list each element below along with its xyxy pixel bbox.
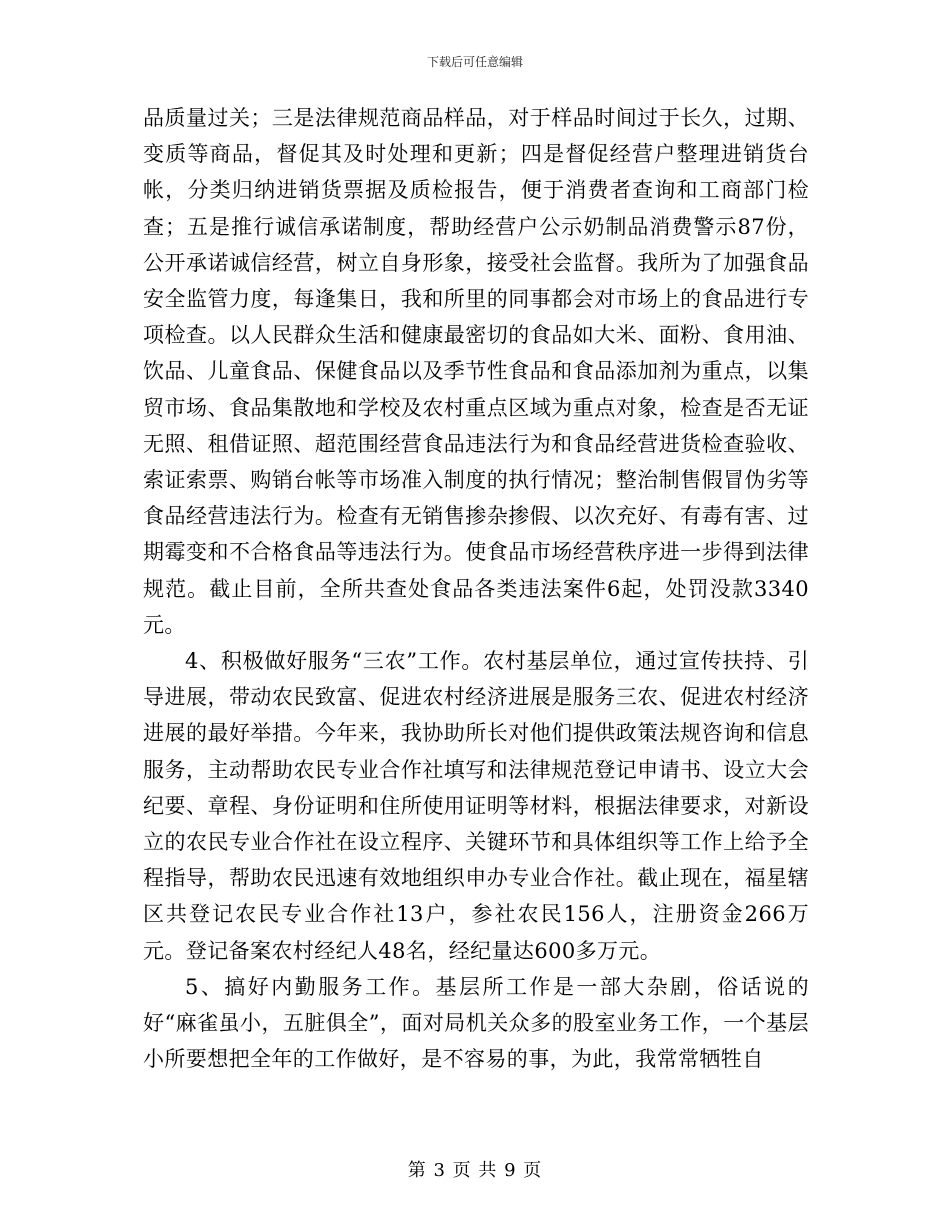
paragraph-food-safety: 品质量过关；三是法律规范商品样品，对于样品时间过于长久，过期、变质等商品，督促其及时处理和更新；四是督促经营户整理进销货台帐，分类归纳进销货票据及质检报告，便于消费者查询和工商部门检查；五是推行诚信承诺制度，帮助经营户公示奶制品消费警示87份，公开承诺诚信经营，树立自身形象，接受社会监督。我所为了加强食品安全监管力度，每逢集日，我和所里的同事都会对市场上的食品进行专项检查。以人民群众生活和健康最密切的食品如大米、面粉、食用油、饮品、儿童食品、保健食品以及季节性食品和食品添加剂为重点，以集贸市场、食品集散地和学校及农村重点区域为重点对象，检查是否无证无照、租借证照、超范围经营食品违法行为和食品经营进货检查验收、索证索票、购销台帐等市场准入制度的执行情况；整治制售假冒伪劣等食品经营违法行为。检查有无销售掺杂掺假、以次充好、有毒有害、过期霉变和不合格食品等违法行为。使食品市场经营秩序进一步得到法律规范。截止目前，全所共查处食品各类违法案件6起，处罚没款3340元。 <box>143 106 809 637</box>
paragraph-internal-service: 5、搞好内勤服务工作。基层所工作是一部大杂剧，俗话说的好“麻雀虽小，五脏俱全”，面对局机关众多的股室业务工作，一个基层小所要想把全年的工作做好，是不容易的事，为此，我常常牺牲自 <box>143 974 809 1072</box>
paragraph-sannong-service: 4、积极做好服务“三农”工作。农村基层单位，通过宣传扶持、引导进展，带动农民致富、促进农村经济进展是服务三农、促进农村经济进展的最好举措。今年来，我协助所长对他们提供政策法规咨询和信息服务，主动帮助农民专业合作社填写和法律规范登记申请书、设立大会纪要、章程、身份证明和住所使用证明等材料，根据法律要求，对新设立的农民专业合作社在设立程序、关键环节和具体组织等工作上给予全程指导，帮助农民迅速有效地组织申办专业合作社。截止现在，福星辖区共登记农民专业合作社13户，参社农民156人，注册资金266万元。登记备案农村经纪人48名，经纪量达600多万元。 <box>143 649 809 963</box>
page-header: 下载后可任意编辑 <box>426 55 523 69</box>
body-text <box>143 100 809 1077</box>
page-number-footer: 第 3 页 共 9 页 <box>407 1160 543 1181</box>
